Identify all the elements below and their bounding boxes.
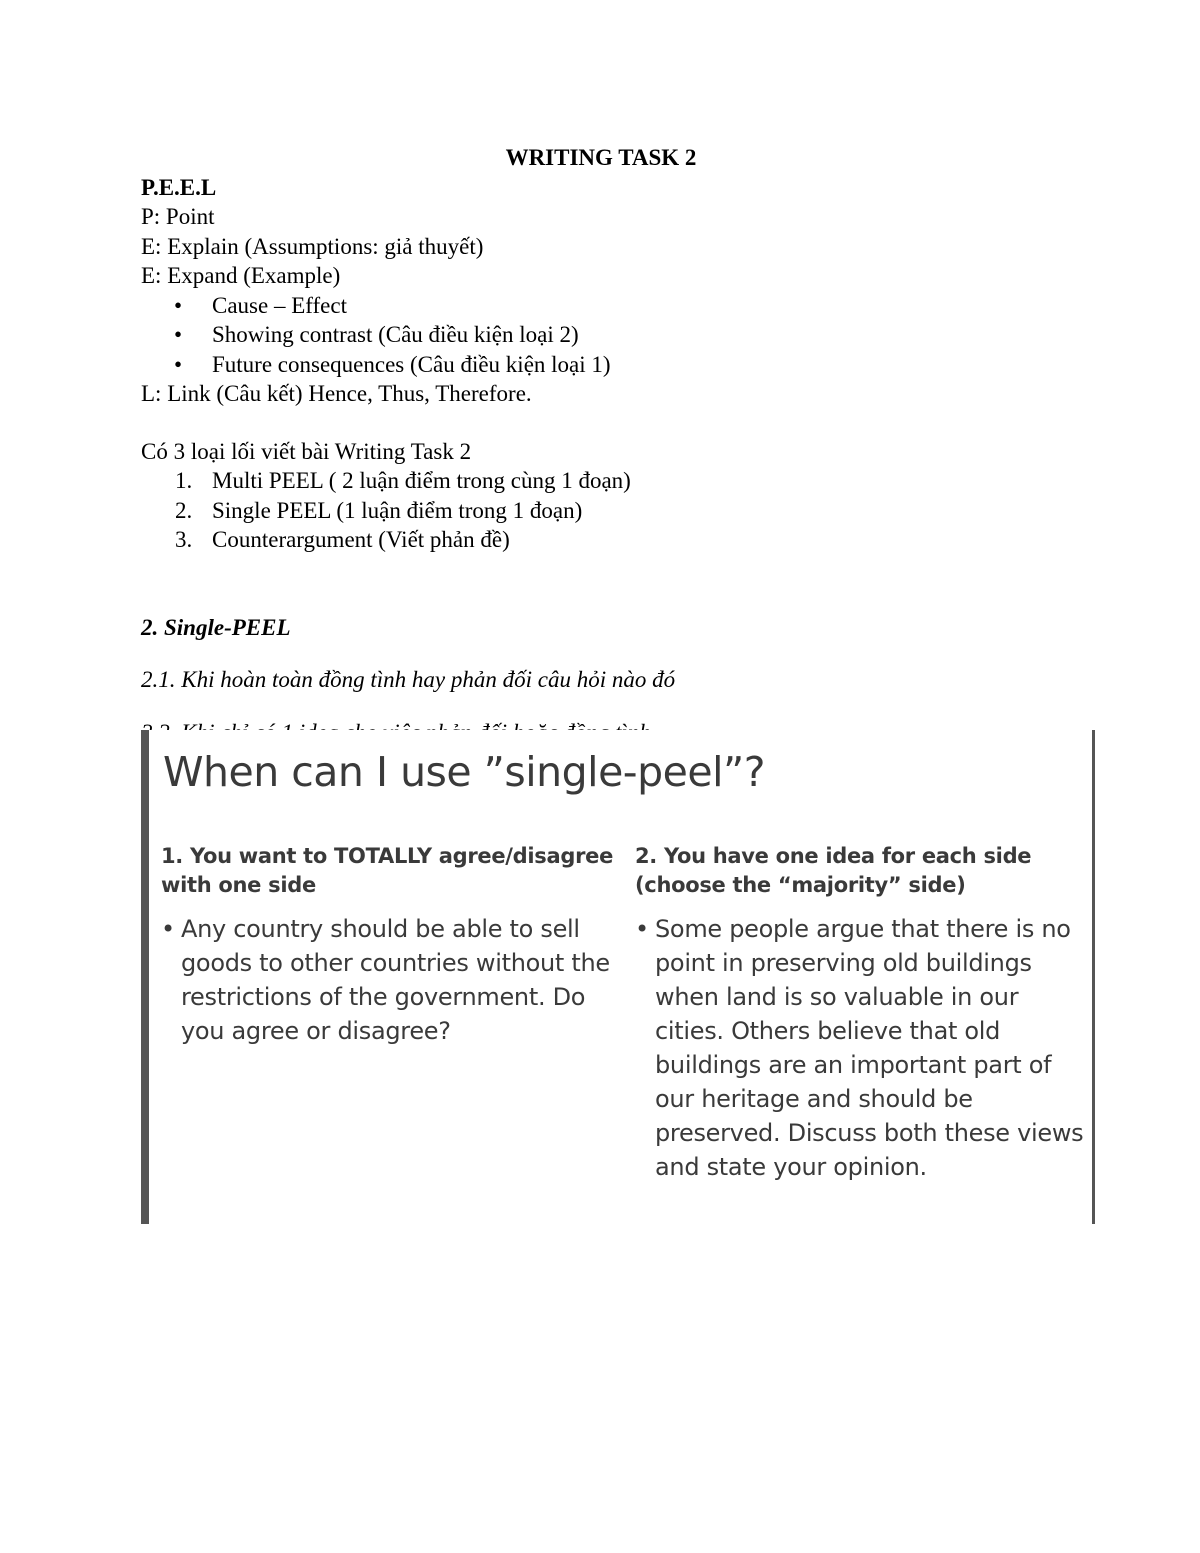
peel-line-explain: E: Explain (Assumptions: giả thuyết) [141,233,484,259]
slide-column-2 [635,842,1085,1184]
list-item-text: Counterargument (Viết phản đề) [212,527,510,552]
peel-line-expand: E: Expand (Example) [141,263,341,288]
bullet-text: Future consequences (Câu điều kiện loại 1) [212,351,611,377]
peel-line-point: P: Point [141,204,215,229]
bullet-icon: • [635,915,649,943]
bullet-icon: • [174,322,183,347]
list-number: 1. [175,468,193,493]
slide-left-border [141,730,149,1224]
document-title: WRITING TASK 2 [505,145,697,170]
bullet-text: Cause – Effect [212,292,347,318]
bullet-icon: • [174,292,183,318]
list-number: 3. [175,527,193,552]
slide-column-1 [161,842,621,1048]
list-item [141,496,1061,526]
column-heading-line: 2. You have one idea for each side [635,844,1032,868]
section-line: 2.1. Khi hoàn toàn đồng tình hay phản đối câu hỏi nào đó [141,667,676,692]
embedded-slide-image [141,730,1095,1224]
document-body [141,143,1061,770]
list-item [141,320,1061,350]
list-item-text: Single PEEL (1 luận điểm trong 1 đoạn) [212,497,583,523]
list-item-text: Multi PEEL ( 2 luận điểm trong cùng 1 đoạn) [212,468,631,493]
column-heading [635,842,1085,900]
list-item [141,525,1061,555]
spacer [141,555,1061,613]
column-bullet-text: Some people argue that there is no point in preserving old buildings when land is so valuable in our cities. Others believe that old buildings are an important part of our heritage and should be preserved. Discuss both these views and state your opinion. [655,915,1084,1181]
types-intro: Có 3 loại lối viết bài Writing Task 2 [141,438,472,464]
column-heading-line: with one side [161,873,316,897]
section-title: 2. Single-PEEL [141,614,291,640]
slide-title: When can I use ”single-peel”? [163,748,765,796]
column-heading [161,842,621,900]
peel-line-link: L: Link (Câu kết) Hence, Thus, Therefore. [141,381,532,406]
list-item [141,291,1061,321]
expand-bullet-list [141,291,1061,380]
column-heading-line: (choose the “majority” side) [635,873,966,897]
list-item [141,466,1061,496]
column-bullet-text: Any country should be able to sell goods to other countries without the restrictions of the government. Do you agree or disagree? [181,915,610,1045]
column-heading-line: 1. You want to TOTALLY agree/disagree [161,844,614,868]
bullet-icon: • [174,351,183,377]
types-numbered-list [141,466,1061,555]
column-bullet [161,912,621,1048]
column-bullet [635,912,1085,1184]
peel-heading: P.E.E.L [141,174,217,200]
bullet-text: Showing contrast (Câu điều kiện loại 2) [212,322,579,347]
slide-right-border [1092,730,1095,1224]
list-item [141,350,1061,380]
spacer [141,409,1061,437]
bullet-icon: • [161,915,175,943]
list-number: 2. [175,497,193,523]
